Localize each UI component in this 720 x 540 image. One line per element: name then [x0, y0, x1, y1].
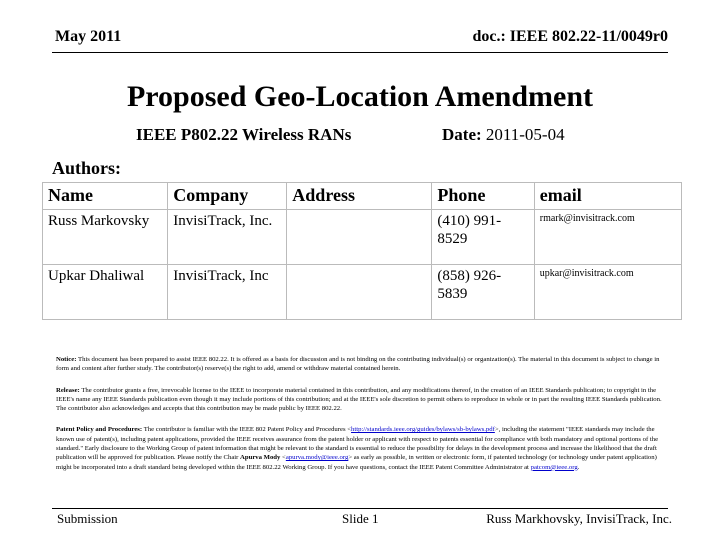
date-label: Date:: [442, 125, 482, 144]
footer-rule: [52, 508, 668, 509]
col-address-header: Address: [287, 183, 432, 210]
notice-paragraph: [56, 355, 668, 374]
legal-notices: [56, 355, 668, 484]
col-company-header: Company: [168, 183, 287, 210]
col-phone-header: Phone: [432, 183, 534, 210]
col-name-header: Name: [43, 183, 168, 210]
chair-name: Apurva Mody: [240, 454, 281, 462]
author-name: Russ Markovsky: [43, 210, 168, 265]
col-email-header: email: [534, 183, 681, 210]
patent-label: Patent Policy and Procedures:: [56, 426, 143, 434]
slide-title: Proposed Geo-Location Amendment: [126, 80, 594, 113]
patent-paragraph: Patent Policy and Procedures: The contributor is familiar with the IEEE 802 Patent Policy and Procedures <http://standards.ieee.org/guides/bylaws/sb-bylaws.pdf>, including the statement "IEEE standards may include the known use of patent(s), including patent applications, provided the IEEE receives assurance from the patent holder or applicant with respect to patents essential for compliance with both mandatory and optional portions of the standard." Early disclosure to the Working Group of patent information that might be relevant to the standard is essential to reduce the possibility for delays in the development process and increase the likelihood that the draft publication will be approved for publication. Please notify the Chair Apurva Mody <apurva.mody@ieee.org> as early as possible, in written or electronic form, if patented technology (or technology under patent application) might be incorporated into a draft standard being developed within the IEEE 802.22 Working Group. If you have questions, contact the IEEE Patent Committee Administrator at patcom@ieee.org.: [56, 426, 659, 471]
release-label: Release:: [56, 386, 80, 394]
table-row: [43, 210, 682, 265]
author-address: [287, 265, 432, 320]
author-email[interactable]: rmark@invisitrack.com: [534, 210, 681, 265]
date-value: 2011-05-04: [485, 125, 565, 144]
author-company: InvisiTrack, Inc.: [168, 210, 287, 265]
notice-label: Notice:: [56, 356, 77, 363]
release-paragraph: [56, 386, 668, 414]
author-email[interactable]: upkar@invisitrack.com: [534, 265, 681, 320]
author-name: Upkar Dhaliwal: [43, 265, 168, 320]
table-row: [43, 265, 682, 320]
subtitle: IEEE P802.22 Wireless RANs: [136, 125, 352, 144]
author-phone: (410) 991-8529: [432, 210, 534, 265]
date-line: [442, 125, 565, 145]
header-doc-id: doc.: IEEE 802.22-11/0049r0: [472, 28, 668, 45]
author-address: [287, 210, 432, 265]
authors-table: [42, 182, 682, 320]
author-phone: (858) 926-5839: [432, 265, 534, 320]
table-header-row: [43, 183, 682, 210]
patent-text-1: The contributor is familiar with the IEEE 802 Patent Policy and Procedures: [143, 426, 346, 434]
patent-policy-link[interactable]: http://standards.ieee.org/guides/bylaws/sb-bylaws.pdf: [351, 426, 495, 434]
notice-text: This document has been prepared to assist IEEE 802.22. It is offered as a basis for discussion and is not binding on the contributing individual(s) or organization(s). The material in this document is subject to change in form and content after further study. The contributor(s) reserve(s) the right to add, amend or withdraw material contained herein.: [56, 356, 660, 373]
authors-label: Authors:: [52, 158, 122, 178]
footer-submission: Submission: [57, 511, 118, 526]
footer-slide-number: Slide 1: [342, 511, 379, 526]
header-date: May 2011: [55, 28, 122, 45]
patent-text-2: , including the statement "IEEE standards may include the known use of patent(s), including patent applications, provided the IEEE receives assurance from the patent holder or applicant with respect to patents essential for compliance with both mandatory and optional portions of the standard." Early disclosure to the Working Group of patent information that might be relevant to the standard is essential to reduce the possibility for delays in the development process and increase the likelihood that the draft publication will be approved for publication. Please notify the Chair: [56, 426, 659, 462]
author-company: InvisiTrack, Inc: [168, 265, 287, 320]
header-rule: [52, 52, 668, 53]
patent-text-3: as early as possible, in written or electronic form, if patented technology (or technology under patent application) might be incorporated into a draft standard being developed within the IEEE 802.22 Working Group. If you have questions, contact the IEEE Patent Committee Administrator at: [56, 454, 657, 471]
footer-author: Russ Markhovsky, InvisiTrack, Inc.: [486, 511, 672, 526]
release-text: The contributor grants a free, irrevocable license to the IEEE to incorporate material contained in this contribution, and any modifications thereof, in the creation of an IEEE Standards publication; to copyright in the IEEE's name any IEEE Standards publication even though it may include portions of this contribution; and at the IEEE's sole discretion to permit others to reproduce in whole or in part the resulting IEEE Standards publication. The contributor also acknowledges and accepts that this contribution may be made public by IEEE 802.22.: [56, 386, 662, 413]
chair-email-link[interactable]: apurva.mody@ieee.org: [285, 454, 349, 462]
admin-email-link[interactable]: patcom@ieee.org: [530, 463, 578, 471]
